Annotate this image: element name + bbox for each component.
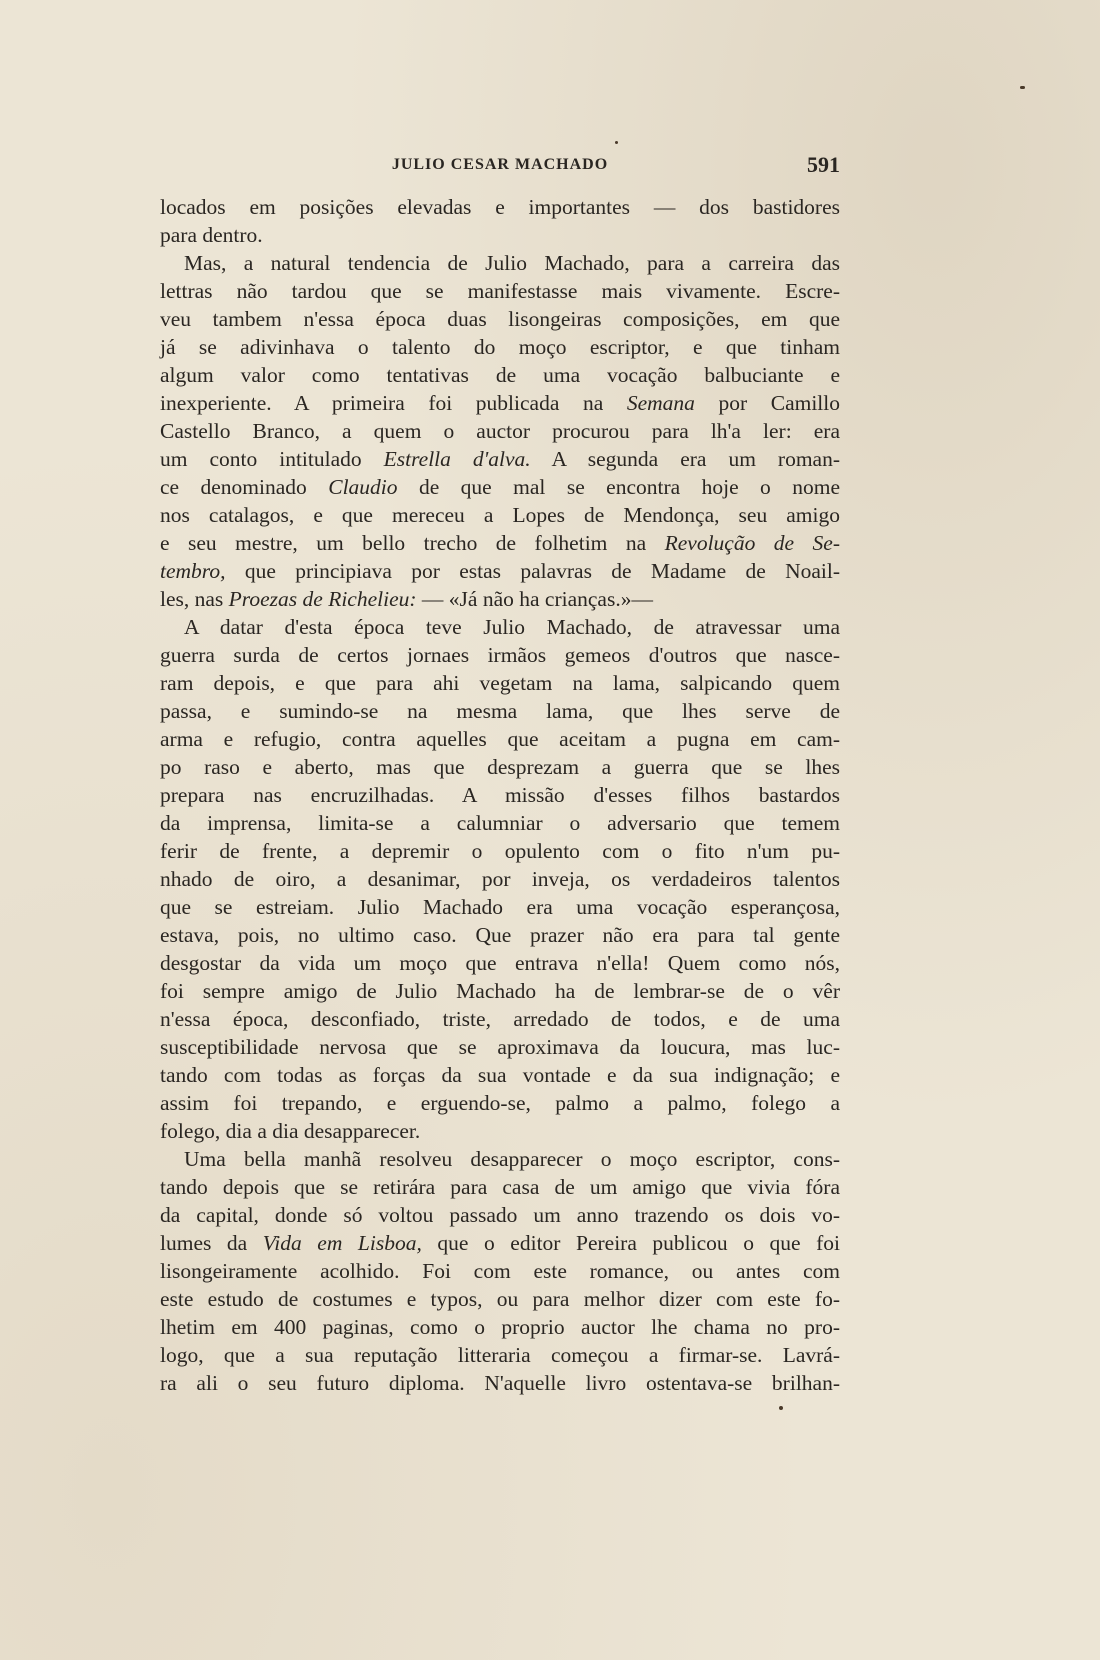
text-line: desgostar da vida um moço que entrava n'ella! Quem como nós, [160,951,840,975]
text-line [160,1229,840,1257]
text-line: veu tambem n'essa época duas lisongeiras composições, em que [160,307,840,331]
italic-title: Claudio [328,475,398,499]
text-line: lettras não tardou que se manifestasse mais vivamente. Escre- [160,279,840,303]
text-line: A datar d'esta época teve Julio Machado, de atravessar uma [184,615,840,639]
text-run: inexperiente. A primeira foi publicada na [160,391,627,415]
text-line: estava, pois, no ultimo caso. Que prazer não era para tal gente [160,923,840,947]
italic-title: tembro, [160,559,226,583]
text-line: lisongeiramente acolhido. Foi com este romance, ou antes com [160,1259,840,1283]
running-header [160,152,840,182]
text-run: — «Já não ha crianças.»— [416,587,653,611]
body-text [160,193,840,1397]
italic-title: Semana [626,391,695,415]
text-line: Castello Branco, a quem o auctor procurou para lh'a ler: era [160,419,840,443]
text-line: po raso e aberto, mas que desprezam a guerra que se lhes [160,755,840,779]
text-run: A segunda era um roman- [530,447,840,471]
text-line: algum valor como tentativas de uma vocação balbuciante e [160,363,840,387]
text-line: ra ali o seu futuro diploma. N'aquelle livro ostentava-se brilhan- [160,1371,840,1395]
italic-title: Revolução de Se- [664,531,841,555]
text-run: que o editor Pereira publicou o que foi [421,1231,840,1255]
text-line [160,585,840,613]
text-run: por Camillo [694,391,840,415]
text-line: nos catalagos, e que mereceu a Lopes de Mendonça, seu amigo [160,503,840,527]
text-line: prepara nas encruzilhadas. A missão d'esses filhos bastardos [160,783,840,807]
page-number: 591 [807,152,840,177]
text-line: assim foi trepando, e erguendo-se, palmo a palmo, folego a [160,1091,840,1115]
text-run: de que mal se encontra hoje o nome [397,475,840,499]
ink-speck [615,141,618,144]
text-run: lumes da [160,1231,263,1255]
text-run: que principiava por estas palavras de Madame de Noail- [225,559,840,583]
italic-title: Proezas de Richelieu: [228,587,417,611]
text-line: susceptibilidade nervosa que se aproximava da loucura, mas luc- [160,1035,840,1059]
ink-speck [1020,86,1025,89]
text-line: tando com todas as forças da sua vontade e da sua indignação; e [160,1063,840,1087]
text-run: les, nas [160,587,229,611]
text-line [160,529,840,557]
text-line: lhetim em 400 paginas, como o proprio auctor lhe chama no pro- [160,1315,840,1339]
text-line [160,389,840,417]
text-line: ferir de frente, a depremir o opulento com o fito n'um pu- [160,839,840,863]
text-line [160,473,840,501]
italic-title: Vida em Lisboa, [262,1231,422,1255]
text-line: nhado de oiro, a desanimar, por inveja, os verdadeiros talentos [160,867,840,891]
text-line: locados em posições elevadas e importantes — dos bastidores [160,195,840,219]
text-line: Uma bella manhã resolveu desapparecer o moço escriptor, cons- [184,1147,840,1171]
text-line: logo, que a sua reputação litteraria começou a firmar-se. Lavrá- [160,1343,840,1367]
text-run: e seu mestre, um bello trecho de folhetim na [160,531,665,555]
text-line: para dentro. [160,223,263,247]
text-line: Mas, a natural tendencia de Julio Machado, para a carreira das [184,251,840,275]
text-line: ram depois, e que para ahi vegetam na lama, salpicando quem [160,671,840,695]
italic-title: Estrella d'alva. [383,447,531,471]
text-line: este estudo de costumes e typos, ou para melhor dizer com este fo- [160,1287,840,1311]
text-line: da imprensa, limita-se a calumniar o adversario que temem [160,811,840,835]
text-line: tando depois que se retirára para casa de um amigo que vivia fóra [160,1175,840,1199]
text-line: foi sempre amigo de Julio Machado ha de lembrar-se de o vêr [160,979,840,1003]
text-line: já se adivinhava o talento do moço escriptor, e que tinham [160,335,840,359]
text-line [160,445,840,473]
text-run: ce denominado [160,475,329,499]
text-run: um conto intitulado [160,447,384,471]
ink-speck [779,1406,783,1410]
text-line [160,557,840,585]
text-line: guerra surda de certos jornaes irmãos gemeos d'outros que nasce- [160,643,840,667]
text-line: da capital, donde só voltou passado um anno trazendo os dois vo- [160,1203,840,1227]
text-line: folego, dia a dia desapparecer. [160,1119,421,1143]
text-line: arma e refugio, contra aquelles que aceitam a pugna em cam- [160,727,840,751]
text-line: passa, e sumindo-se na mesma lama, que lhes serve de [160,699,840,723]
text-line: que se estreiam. Julio Machado era uma vocação esperançosa, [160,895,840,919]
running-title: JULIO CESAR MACHADO [391,156,609,173]
text-line: n'essa época, desconfiado, triste, arredado de todos, e de uma [160,1007,840,1031]
